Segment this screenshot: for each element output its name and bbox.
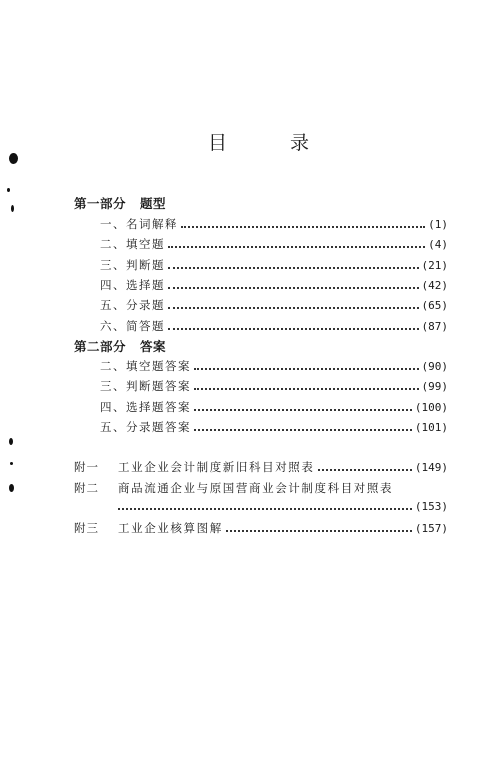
toc-entry[interactable] — [100, 419, 448, 435]
toc-entry-page: (4) — [428, 238, 448, 251]
part2-subtitle: 答案 — [140, 339, 167, 354]
toc-entry[interactable] — [100, 257, 448, 273]
toc-entry-label: 三、判断题 — [100, 258, 165, 272]
toc-entry-label: 三、判断题答案 — [100, 379, 191, 393]
toc-entry-page: (90) — [421, 360, 448, 373]
dot-leader — [194, 360, 419, 370]
appendix-page: (157) — [414, 522, 448, 535]
dot-leader — [118, 500, 412, 510]
dot-leader — [318, 461, 412, 471]
toc-entry-label: 四、选择题答案 — [100, 400, 191, 414]
title-char-2: 录 — [290, 132, 311, 154]
toc-entry-label: 四、选择题 — [100, 278, 165, 292]
page-title — [208, 128, 311, 155]
dot-leader — [168, 259, 419, 269]
toc-entry-label: 五、分录题答案 — [100, 420, 191, 434]
toc-entry[interactable] — [100, 399, 448, 415]
toc-entry-page: (99) — [421, 380, 448, 393]
dot-leader — [168, 238, 425, 248]
dot-leader — [194, 401, 412, 411]
toc-entry[interactable] — [100, 277, 448, 293]
dot-leader — [194, 380, 419, 390]
scan-speck — [9, 153, 18, 164]
toc-entry-label: 二、填空题答案 — [100, 359, 191, 373]
appendix-page: (153) — [414, 500, 448, 513]
toc-entry-page: (87) — [421, 320, 448, 333]
toc-entry-page: (65) — [421, 299, 448, 312]
dot-leader — [168, 299, 419, 309]
toc-entry[interactable] — [100, 358, 448, 374]
appendix-label: 工业企业会计制度新旧科目对照表 — [118, 460, 315, 474]
dot-leader — [181, 218, 425, 228]
scan-speck — [7, 188, 10, 192]
appendix-tag: 附一 — [74, 460, 99, 474]
toc-entry-page: (42) — [421, 279, 448, 292]
dot-leader — [168, 320, 419, 330]
appendix-entry[interactable] — [74, 459, 448, 475]
part1-heading — [74, 194, 166, 212]
part1-heading-label: 第一部分 — [74, 196, 127, 211]
toc-entry[interactable] — [100, 216, 448, 232]
title-char-1: 目 — [208, 132, 229, 154]
toc-entry-label: 五、分录题 — [100, 298, 165, 312]
toc-entry[interactable] — [100, 297, 448, 313]
scan-speck — [9, 438, 13, 445]
appendix-label: 商品流通企业与原国营商业会计制度科目对照表 — [118, 481, 394, 495]
dot-leader — [194, 421, 412, 431]
toc-entry-page: (100) — [414, 401, 448, 414]
toc-entry-label: 一、名词解释 — [100, 217, 178, 231]
toc-entry[interactable] — [100, 318, 448, 334]
appendix-entry-continuation[interactable] — [118, 500, 448, 516]
appendix-entry[interactable] — [74, 480, 448, 496]
part2-heading-label: 第二部分 — [74, 339, 127, 354]
scan-speck — [11, 205, 14, 212]
toc-entry-label: 六、简答题 — [100, 319, 165, 333]
dot-leader — [226, 522, 412, 532]
toc-entry[interactable] — [100, 236, 448, 252]
dot-leader — [168, 279, 419, 289]
appendix-page: (149) — [414, 461, 448, 474]
toc-entry-page: (21) — [421, 259, 448, 272]
toc-entry[interactable] — [100, 378, 448, 394]
appendix-label: 工业企业核算图解 — [118, 521, 223, 535]
part2-heading — [74, 337, 166, 355]
appendix-tag: 附二 — [74, 481, 99, 495]
scan-speck — [10, 462, 13, 465]
toc-entry-page: (101) — [414, 421, 448, 434]
toc-entry-label: 二、填空题 — [100, 237, 165, 251]
toc-entry-page: (1) — [428, 218, 448, 231]
appendix-tag: 附三 — [74, 521, 99, 535]
part1-subtitle: 题型 — [140, 196, 167, 211]
appendix-entry[interactable] — [74, 520, 448, 536]
scan-speck — [9, 484, 14, 492]
